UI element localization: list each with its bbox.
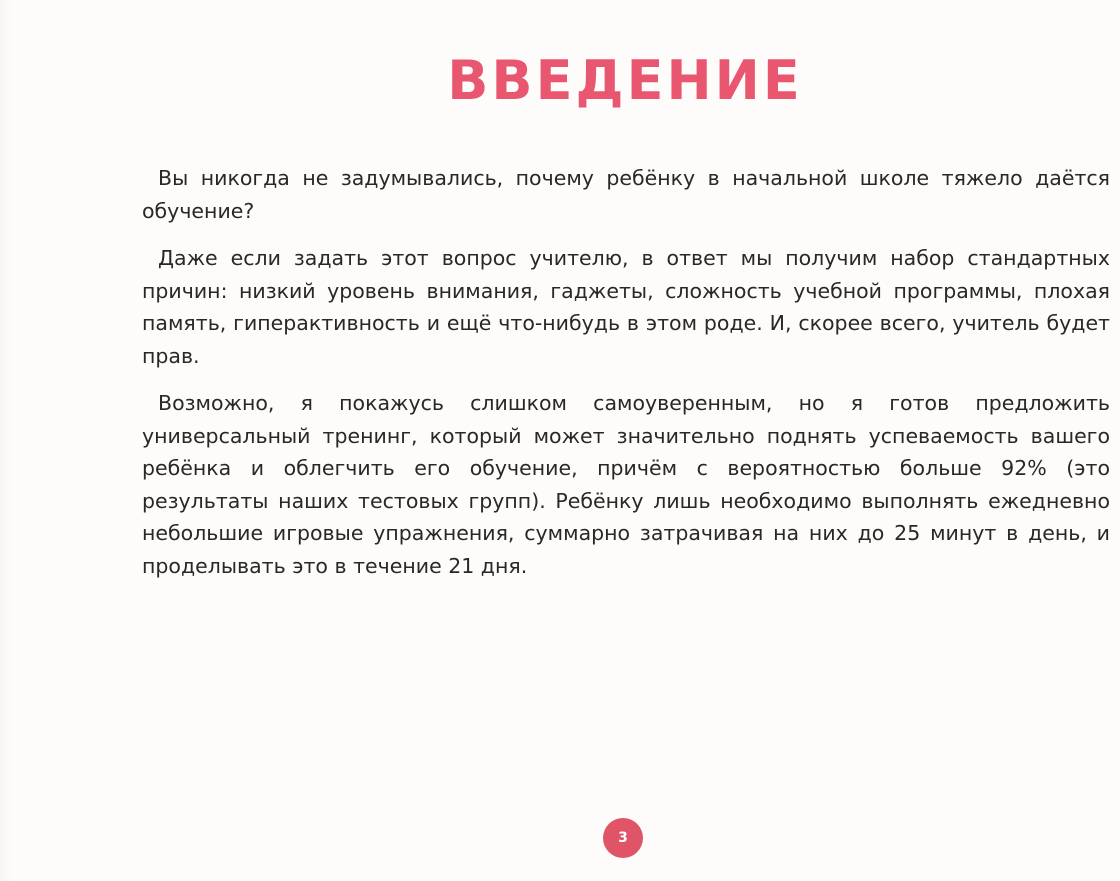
body-text <box>142 162 1110 597</box>
page-number-badge: 3 <box>603 818 643 858</box>
page-title: ВВЕДЕНИЕ <box>447 49 803 113</box>
paragraph-3: Возможно, я покажусь слишком самоуверенным, но я готов предложить универсальный тренинг, который может значительно поднять успеваемость вашего ребёнка и облегчить его обучение, причём с вероятностью больше 92% (это результаты наших тестовых групп). Ребёнку лишь необходимо выполнять ежедневно небольшие игровые упражнения, суммарно затрачивая на них до 25 минут в день, и проделывать это в течение 21 дня. <box>142 391 1110 578</box>
paragraph-1: Вы никогда не задумывались, почему ребёнку в начальной школе тяжело даётся обучение? <box>142 166 1110 223</box>
paragraph-2: Даже если задать этот вопрос учителю, в ответ мы получим набор стандартных причин: низкий уровень внимания, гаджеты, сложность учебной программы, плохая память, гиперактивность и ещё что-нибудь в этом роде. И, скорее всего, учитель будет прав. <box>142 246 1110 368</box>
